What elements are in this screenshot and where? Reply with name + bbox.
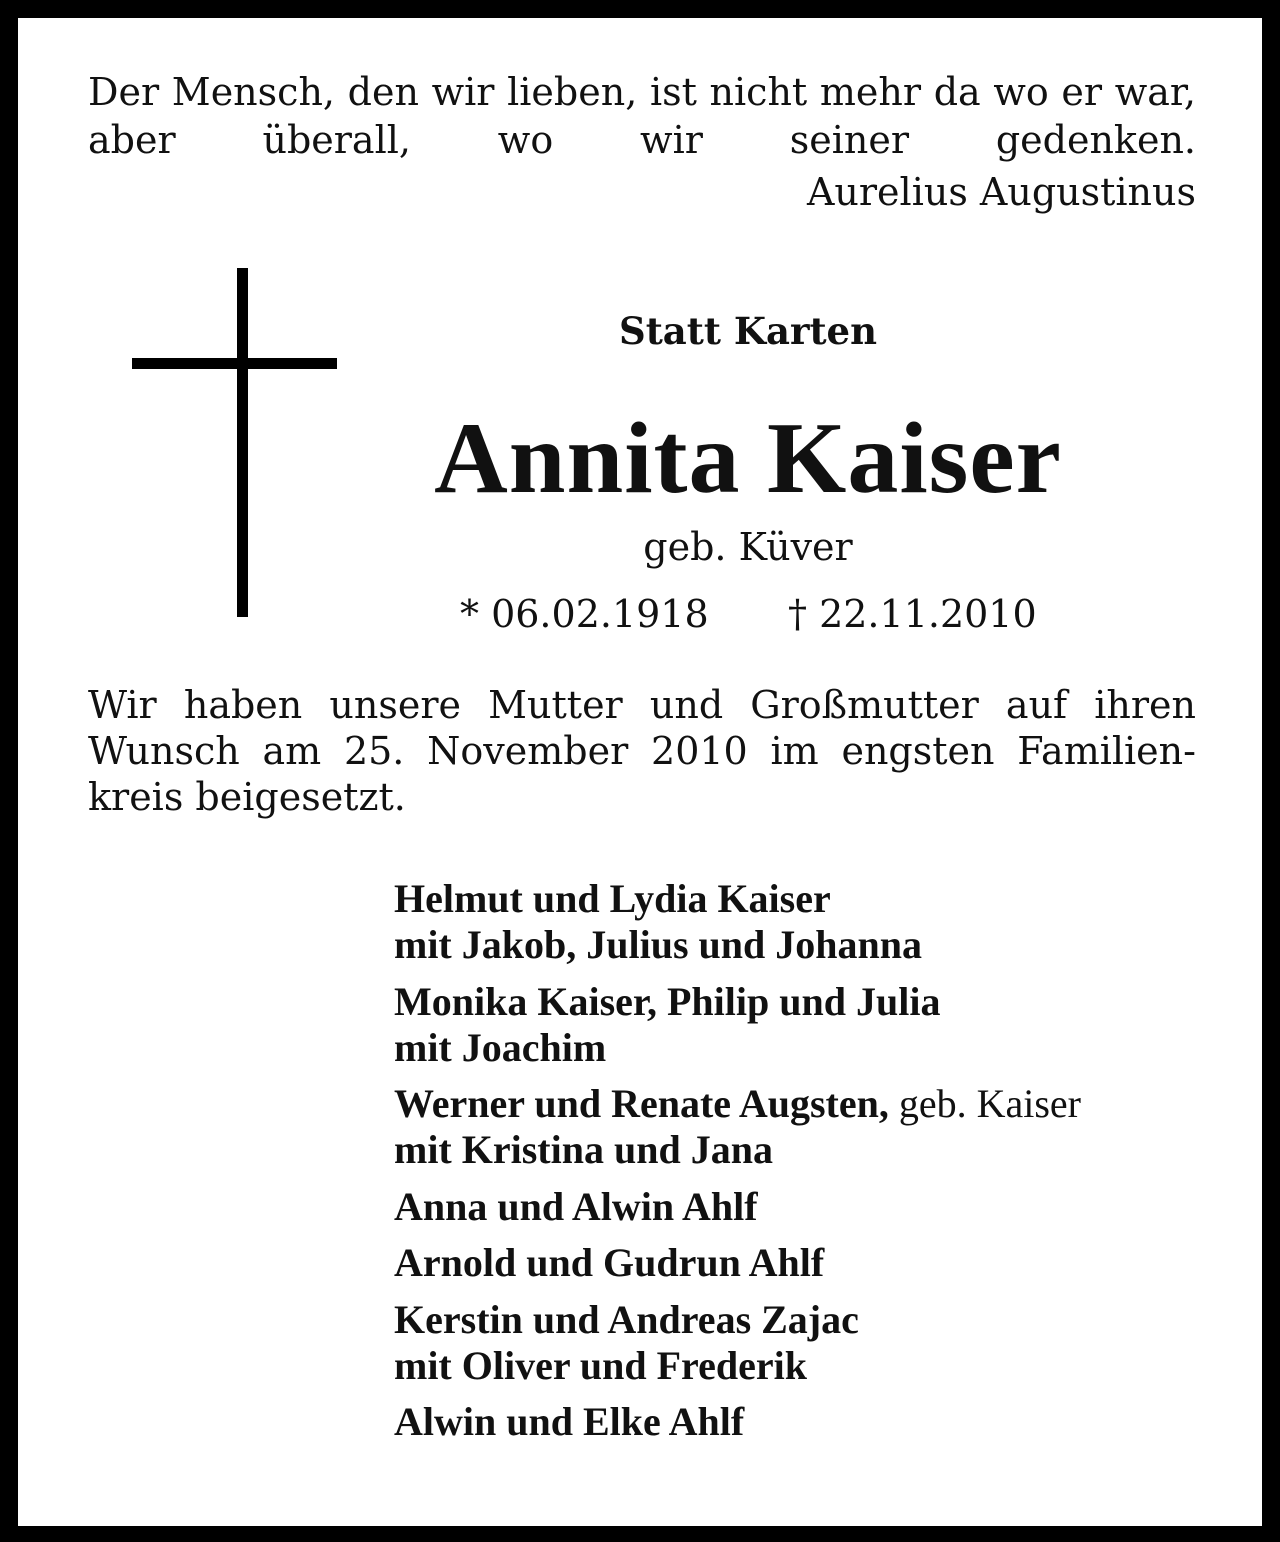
announcement-text: Wir haben unsere Mutter und Großmutter auf ihren Wunsch am 25. November 2010 im engsten Familien-kreis beigesetzt. [88,683,1196,819]
mourner-line: Helmut und Lydia Kaiser [394,876,831,921]
mourner-group [394,1081,1214,1173]
mourner-group [394,876,1214,968]
mourner-group [394,1297,1214,1389]
mourner-line [394,1081,1214,1127]
quote-author: Aurelius Augustinus [806,170,1196,214]
death-date: † 22.11.2010 [788,592,1037,636]
deceased-name: Annita Kaiser [434,402,1062,515]
mourner-group [394,1399,1214,1445]
mourner-line: mit Joachim [394,1024,607,1070]
cross-vertical-bar [237,268,248,617]
mourner-group [394,1184,1214,1230]
mourner-group [394,1240,1214,1286]
mourner-line: mit Jakob, Julius und Johanna [394,922,923,967]
cross-horizontal-bar [132,358,337,369]
heading: Statt Karten [618,309,877,353]
quote-text: Der Mensch, den wir lieben, ist nicht mehr da wo er war, aber überall, wo wir seiner gedenken. [88,70,1196,162]
mourner-line: mit Oliver und Frederik [394,1342,807,1388]
mourner-group [394,979,1214,1071]
mourner-birth-name: geb. Kaiser [888,1081,1081,1126]
mourner-line: Alwin und Elke Ahlf [394,1399,745,1444]
mourner-line: Anna und Alwin Ahlf [394,1183,758,1229]
mourners-list [394,876,1214,1456]
mourner-line: Arnold und Gudrun Ahlf [394,1240,825,1285]
mourner-names: Werner und Renate Augsten, [394,1081,889,1126]
birth-name: geb. Küver [643,525,853,569]
mourner-line: Kerstin und Andreas Zajac [394,1296,859,1342]
mourner-line: Monika Kaiser, Philip und Julia [394,978,941,1024]
mourner-line: mit Kristina und Jana [394,1127,773,1172]
obituary-notice [18,18,1262,1526]
birth-date: * 06.02.1918 [460,592,709,636]
